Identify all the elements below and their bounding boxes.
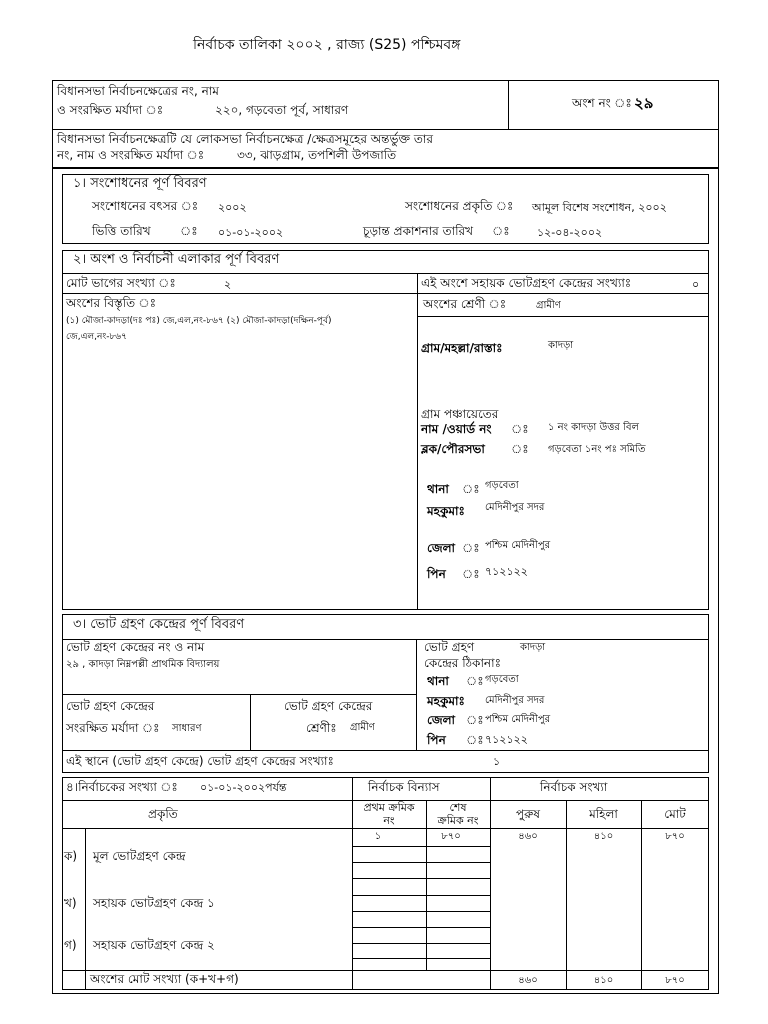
station-district-label: জেলা <box>427 713 456 727</box>
station-reserved-label-line1: ভোট গ্রহণ কেন্দ্রের <box>66 699 155 713</box>
revision-nature-label: সংশোধনের প্রকৃতি ঃ <box>405 199 514 213</box>
station-district-value: পশ্চিম মেদিনীপুর <box>485 714 551 725</box>
ac-reserved-label: ও সংরক্ষিত মর্যাদা ঃ <box>57 103 164 117</box>
part-category-label: অংশের শ্রেণী ঃ <box>423 297 507 311</box>
station-pin-label: পিন <box>427 733 446 747</box>
station-thana-value: গড়বেতা <box>485 674 519 685</box>
station-reserved-label-line2: সংরক্ষিত মর্যাদা ঃ <box>66 721 160 735</box>
station-subdivision-label: মহকুমাঃ <box>427 694 465 708</box>
subdivision-label: মহকুমাঃ <box>427 504 465 518</box>
station-reserved-value: সাধারণ <box>172 723 202 734</box>
basis-date-value: ০১-০১-২০০২ <box>218 226 284 239</box>
stations-here-label: এই স্থানে (ভোট গ্রহণ কেন্দ্রে) ভোট গ্রহণ কেন্দ্রের সংখ্যাঃ <box>66 754 334 768</box>
voter-count-date: ০১-০১-২০০২পর্যন্ত <box>200 781 287 794</box>
station-type-label-line2: শ্রেণীঃ <box>306 721 337 735</box>
row-label: মূল ভোটগ্রহণ কেন্দ্র <box>93 849 186 863</box>
row-total: ৮৭০ <box>665 831 685 842</box>
colon: ঃ <box>466 733 484 747</box>
voter-layout-label: নির্বাচক বিন্যাস <box>368 780 440 794</box>
page-title: নির্বাচক তালিকা ২০০২ , রাজ্য (S25) পশ্চিমবঙ্গ <box>193 37 461 53</box>
station-type-value: গ্রামীণ <box>350 722 375 733</box>
part-total-male: ৪৬০ <box>518 975 538 986</box>
gp-label-line1: গ্রাম পঞ্চায়েতের <box>421 407 499 421</box>
station-pin-value: ৭১২১২২ <box>485 733 528 746</box>
row-last-serial: ৮৭০ <box>441 831 461 842</box>
aux-stations-value: ০ <box>692 278 700 291</box>
block-value: গড়বেতা ১নং পঃ সমিতি <box>548 444 646 455</box>
pc-reserved-label: নং, নাম ও সংরক্ষিত মর্যাদা ঃ <box>57 148 205 162</box>
row-first-serial: ১ <box>374 831 382 842</box>
col-total-header: মোট <box>664 807 686 821</box>
col-first-serial-line2: নং <box>383 813 395 827</box>
village-value: কাদড়া <box>548 340 574 351</box>
part-total-total: ৮৭০ <box>665 975 685 986</box>
section1-title: ১। সংশোধনের পূর্ণ বিবরণ <box>73 176 207 191</box>
station-address-label-line1: ভোট গ্রহণ <box>424 640 475 654</box>
pin-value: ৭১২১২২ <box>485 565 528 578</box>
voter-numbers-label: নির্বাচক সংখ্যা <box>540 780 608 794</box>
district-value: পশ্চিম মেদিনীপুর <box>485 540 551 551</box>
thana-value: গড়বেতা <box>485 480 519 491</box>
thana-label: থানা <box>427 482 449 496</box>
gp-value: ১ নং কাদড়া উত্তর বিল <box>548 422 639 433</box>
part-value: ২৯ <box>634 94 654 112</box>
row-male: ৪৬০ <box>518 831 538 842</box>
part-label: অংশ নং ঃ <box>572 96 632 110</box>
station-no-value: ২৯ , কাদড়া নিম্নপল্লী প্রাথমিক বিদ্যালয় <box>66 659 220 670</box>
village-label: গ্রাম/মহল্লা/রাস্তাঃ <box>421 341 503 355</box>
colon: ঃ <box>466 713 484 727</box>
block-label: ব্লক/পৌরসভা <box>421 442 485 456</box>
col-male-header: পুরুষ <box>516 807 540 821</box>
stations-here-value: ১ <box>493 755 501 768</box>
part-extent-label: অংশের বিস্তৃতি ঃ <box>66 296 157 310</box>
final-publication-value: ১২-০৪-২০০২ <box>537 226 603 239</box>
part-extent-line1: (১) মৌজা-কাদড়া(দঃ পঃ) জে,এল,নং-৮৬৭ (২) মৌজা-কাদড়া(দক্ষিন-পূর্ব) <box>66 316 332 326</box>
gp-label-line2: নাম /ওয়ার্ড নং <box>421 422 492 436</box>
revision-nature-value: আমূল বিশেষ সংশোধন, ২০০২ <box>532 201 667 214</box>
col-nature-header: প্রকৃতি <box>148 807 178 821</box>
part-category-value: গ্রামীণ <box>536 300 561 311</box>
colon: ঃ <box>511 442 529 456</box>
row-label: সহায়ক ভোটগ্রহণ কেন্দ্র ২ <box>93 938 215 952</box>
col-last-serial-header <box>426 802 490 827</box>
section3-title: ৩। ভোট গ্রহণ কেন্দ্রের পূর্ণ বিবরণ <box>73 617 245 632</box>
total-sections-label: মোট ভাগের সংখ্যা ঃ <box>66 276 176 290</box>
colon: ঃ <box>462 567 480 581</box>
col-first-serial-line1: প্রথম ক্রমিক <box>363 801 415 814</box>
station-address-label-line2: কেন্দ্রের ঠিকানাঃ <box>424 656 501 670</box>
pc-label: বিধানসভা নির্বাচনক্ষেত্রটি যে লোকসভা নির্বাচনক্ষেত্র /ক্ষেত্রসমূহের অন্তর্ভুক্ত তার <box>57 132 433 146</box>
basis-date-label: ভিত্তি তারিখ <box>92 224 151 238</box>
total-sections-value: ২ <box>224 278 232 291</box>
col-female-header: মহিলা <box>589 807 618 821</box>
revision-year-value: ২০০২ <box>218 201 247 214</box>
colon: ঃ <box>462 541 480 555</box>
part-extent-line2: জে,এল,নং-৮৬৭ <box>66 332 128 342</box>
section2-title: ২। অংশ ও নির্বাচনী এলাকার পূর্ণ বিবরণ <box>73 252 280 267</box>
colon: ঃ <box>492 224 510 238</box>
station-no-label: ভোট গ্রহণ কেন্দ্রের নং ও নাম <box>66 640 205 654</box>
station-thana-label: থানা <box>427 674 449 688</box>
row-key: খ) <box>64 896 77 910</box>
row-key: গ) <box>64 938 77 952</box>
station-subdivision-value: মেদিনীপুর সদর <box>485 695 545 706</box>
pc-value: ৩৩, ঝাড়গ্রাম, তপশিলী উপজাতি <box>237 148 397 162</box>
row-key: ক) <box>64 849 78 863</box>
pin-label: পিন <box>427 567 446 581</box>
ac-value: ২২০, গড়বেতা পূর্ব, সাধারণ <box>215 103 349 117</box>
colon: ঃ <box>180 224 198 238</box>
revision-year-label: সংশোধনের বৎসর ঃ <box>92 199 199 213</box>
col-first-serial-header <box>352 802 426 827</box>
part-total-label: অংশের মোট সংখ্যা (ক+খ+গ) <box>90 972 239 986</box>
ac-label: বিধানসভা নির্বাচনক্ষেত্রের নং, নাম <box>57 84 219 98</box>
col-last-serial-line1: শেষ <box>449 801 467 814</box>
col-last-serial-line2: ক্রমিক নং <box>437 813 479 827</box>
subdivision-value: মেদিনীপুর সদর <box>485 502 545 513</box>
colon: ঃ <box>511 422 529 436</box>
station-type-label-line1: ভোট গ্রহণ কেন্দ্রের <box>284 699 373 713</box>
part-total-female: ৪১০ <box>593 975 614 986</box>
final-publication-label: চূড়ান্ত প্রকাশনার তারিখ <box>363 224 473 238</box>
colon: ঃ <box>462 482 480 496</box>
colon: ঃ <box>466 674 484 688</box>
voter-count-label: ৪।নির্বাচকের সংখ্যা ঃ <box>66 780 178 794</box>
aux-stations-label: এই অংশে সহায়ক ভোটগ্রহণ কেন্দ্রের সংখ্যাঃ <box>421 276 632 290</box>
row-label: সহায়ক ভোটগ্রহণ কেন্দ্র ১ <box>93 896 215 910</box>
row-female: ৪১০ <box>593 831 614 842</box>
district-label: জেলা <box>427 541 456 555</box>
station-address-value: কাদড়া <box>520 642 546 653</box>
